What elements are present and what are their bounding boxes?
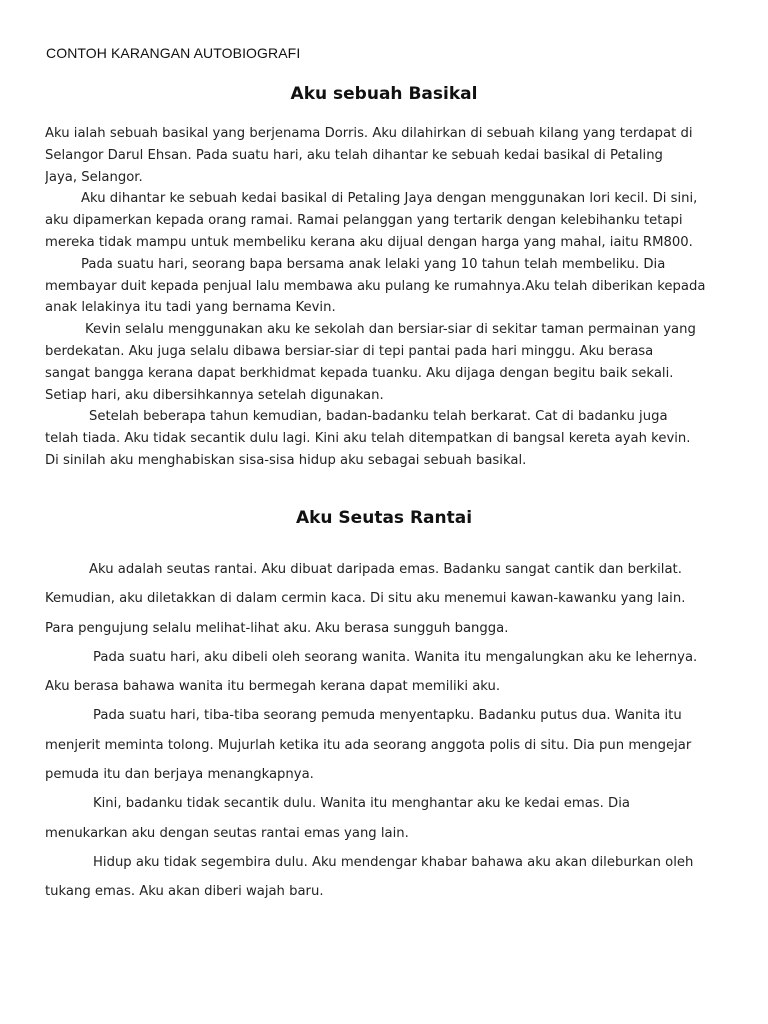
text-line: sangat bangga kerana dapat berkhidmat kepada tuanku. Aku dijaga dengan begitu baik sekali. (45, 365, 674, 381)
text-line: Kini, badanku tidak secantik dulu. Wanita itu menghantar aku ke kedai emas. Dia (93, 796, 630, 812)
text-line: Aku adalah seutas rantai. Aku dibuat daripada emas. Badanku sangat cantik dan berkilat. (89, 562, 682, 577)
text-line: membayar duit kepada penjual lalu membawa aku pulang ke rumahnya.Aku telah diberikan kepada (45, 278, 706, 294)
essay-body-rantai (45, 555, 735, 907)
text-line: Pada suatu hari, seorang bapa bersama anak lelaki yang 10 tahun telah membeliku. Dia (81, 256, 666, 272)
text-line: Kemudian, aku diletakkan di dalam cermin kaca. Di situ aku menemui kawan-kawanku yang lain. (45, 591, 686, 607)
text-line: berdekatan. Aku juga selalu dibawa bersiar-siar di tepi pantai pada hari minggu. Aku berasa (45, 343, 654, 359)
text-line: mereka tidak mampu untuk membeliku kerana aku dijual dengan harga yang mahal, iaitu RM800. (45, 234, 693, 250)
document-label: CONTOH KARANGAN AUTOBIOGRAFI (46, 45, 301, 61)
text-line: aku dipamerkan kepada orang ramai. Ramai pelanggan yang tertarik dengan kelebihanku tetapi (45, 213, 683, 229)
text-line: Setelah beberapa tahun kemudian, badan-badanku telah berkarat. Cat di badanku juga (89, 409, 668, 425)
essay-title-basikal: Aku sebuah Basikal (290, 84, 478, 104)
text-line: Aku berasa bahawa wanita itu bermegah kerana dapat memiliki aku. (45, 679, 501, 695)
text-line: anak lelakinya itu tadi yang bernama Kevin. (45, 300, 336, 316)
text-line: Para pengujung selalu melihat-lihat aku. Aku berasa sungguh bangga. (45, 620, 509, 636)
essay-title-rantai: Aku Seutas Rantai (295, 508, 473, 528)
text-line: Pada suatu hari, aku dibeli oleh seorang wanita. Wanita itu mengalungkan aku ke lehernya. (93, 649, 698, 665)
text-line: Di sinilah aku menghabiskan sisa-sisa hidup aku sebagai sebuah basikal. (45, 452, 527, 468)
text-line: menukarkan aku dengan seutas rantai emas yang lain. (45, 825, 409, 841)
essay-body-basikal (45, 123, 735, 472)
text-line: Pada suatu hari, tiba-tiba seorang pemuda menyentapku. Badanku putus dua. Wanita itu (93, 708, 682, 724)
text-line: menjerit meminta tolong. Mujurlah ketika itu ada seorang anggota polis di situ. Dia pun mengejar (45, 737, 692, 753)
text-line: Jaya, Selangor. (45, 169, 143, 185)
text-line: pemuda itu dan berjaya menangkapnya. (45, 767, 314, 783)
text-line: Selangor Darul Ehsan. Pada suatu hari, aku telah dihantar ke sebuah kedai basikal di Petaling (45, 147, 663, 163)
text-line: Hidup aku tidak segembira dulu. Aku mendengar khabar bahawa aku akan dileburkan oleh (93, 854, 694, 870)
text-line: tukang emas. Aku akan diberi wajah baru. (45, 884, 324, 900)
text-line: Aku dihantar ke sebuah kedai basikal di Petaling Jaya dengan menggunakan lori kecil. Di sini, (81, 191, 698, 207)
text-line: Kevin selalu menggunakan aku ke sekolah dan bersiar-siar di sekitar taman permainan yang (85, 322, 696, 338)
text-line: Setiap hari, aku dibersihkannya setelah digunakan. (45, 387, 384, 403)
text-line: Aku ialah sebuah basikal yang berjenama Dorris. Aku dilahirkan di sebuah kilang yang terdapat di (45, 126, 693, 141)
text-line: telah tiada. Aku tidak secantik dulu lagi. Kini aku telah ditempatkan di bangsal kereta ayah kevin. (45, 431, 691, 447)
